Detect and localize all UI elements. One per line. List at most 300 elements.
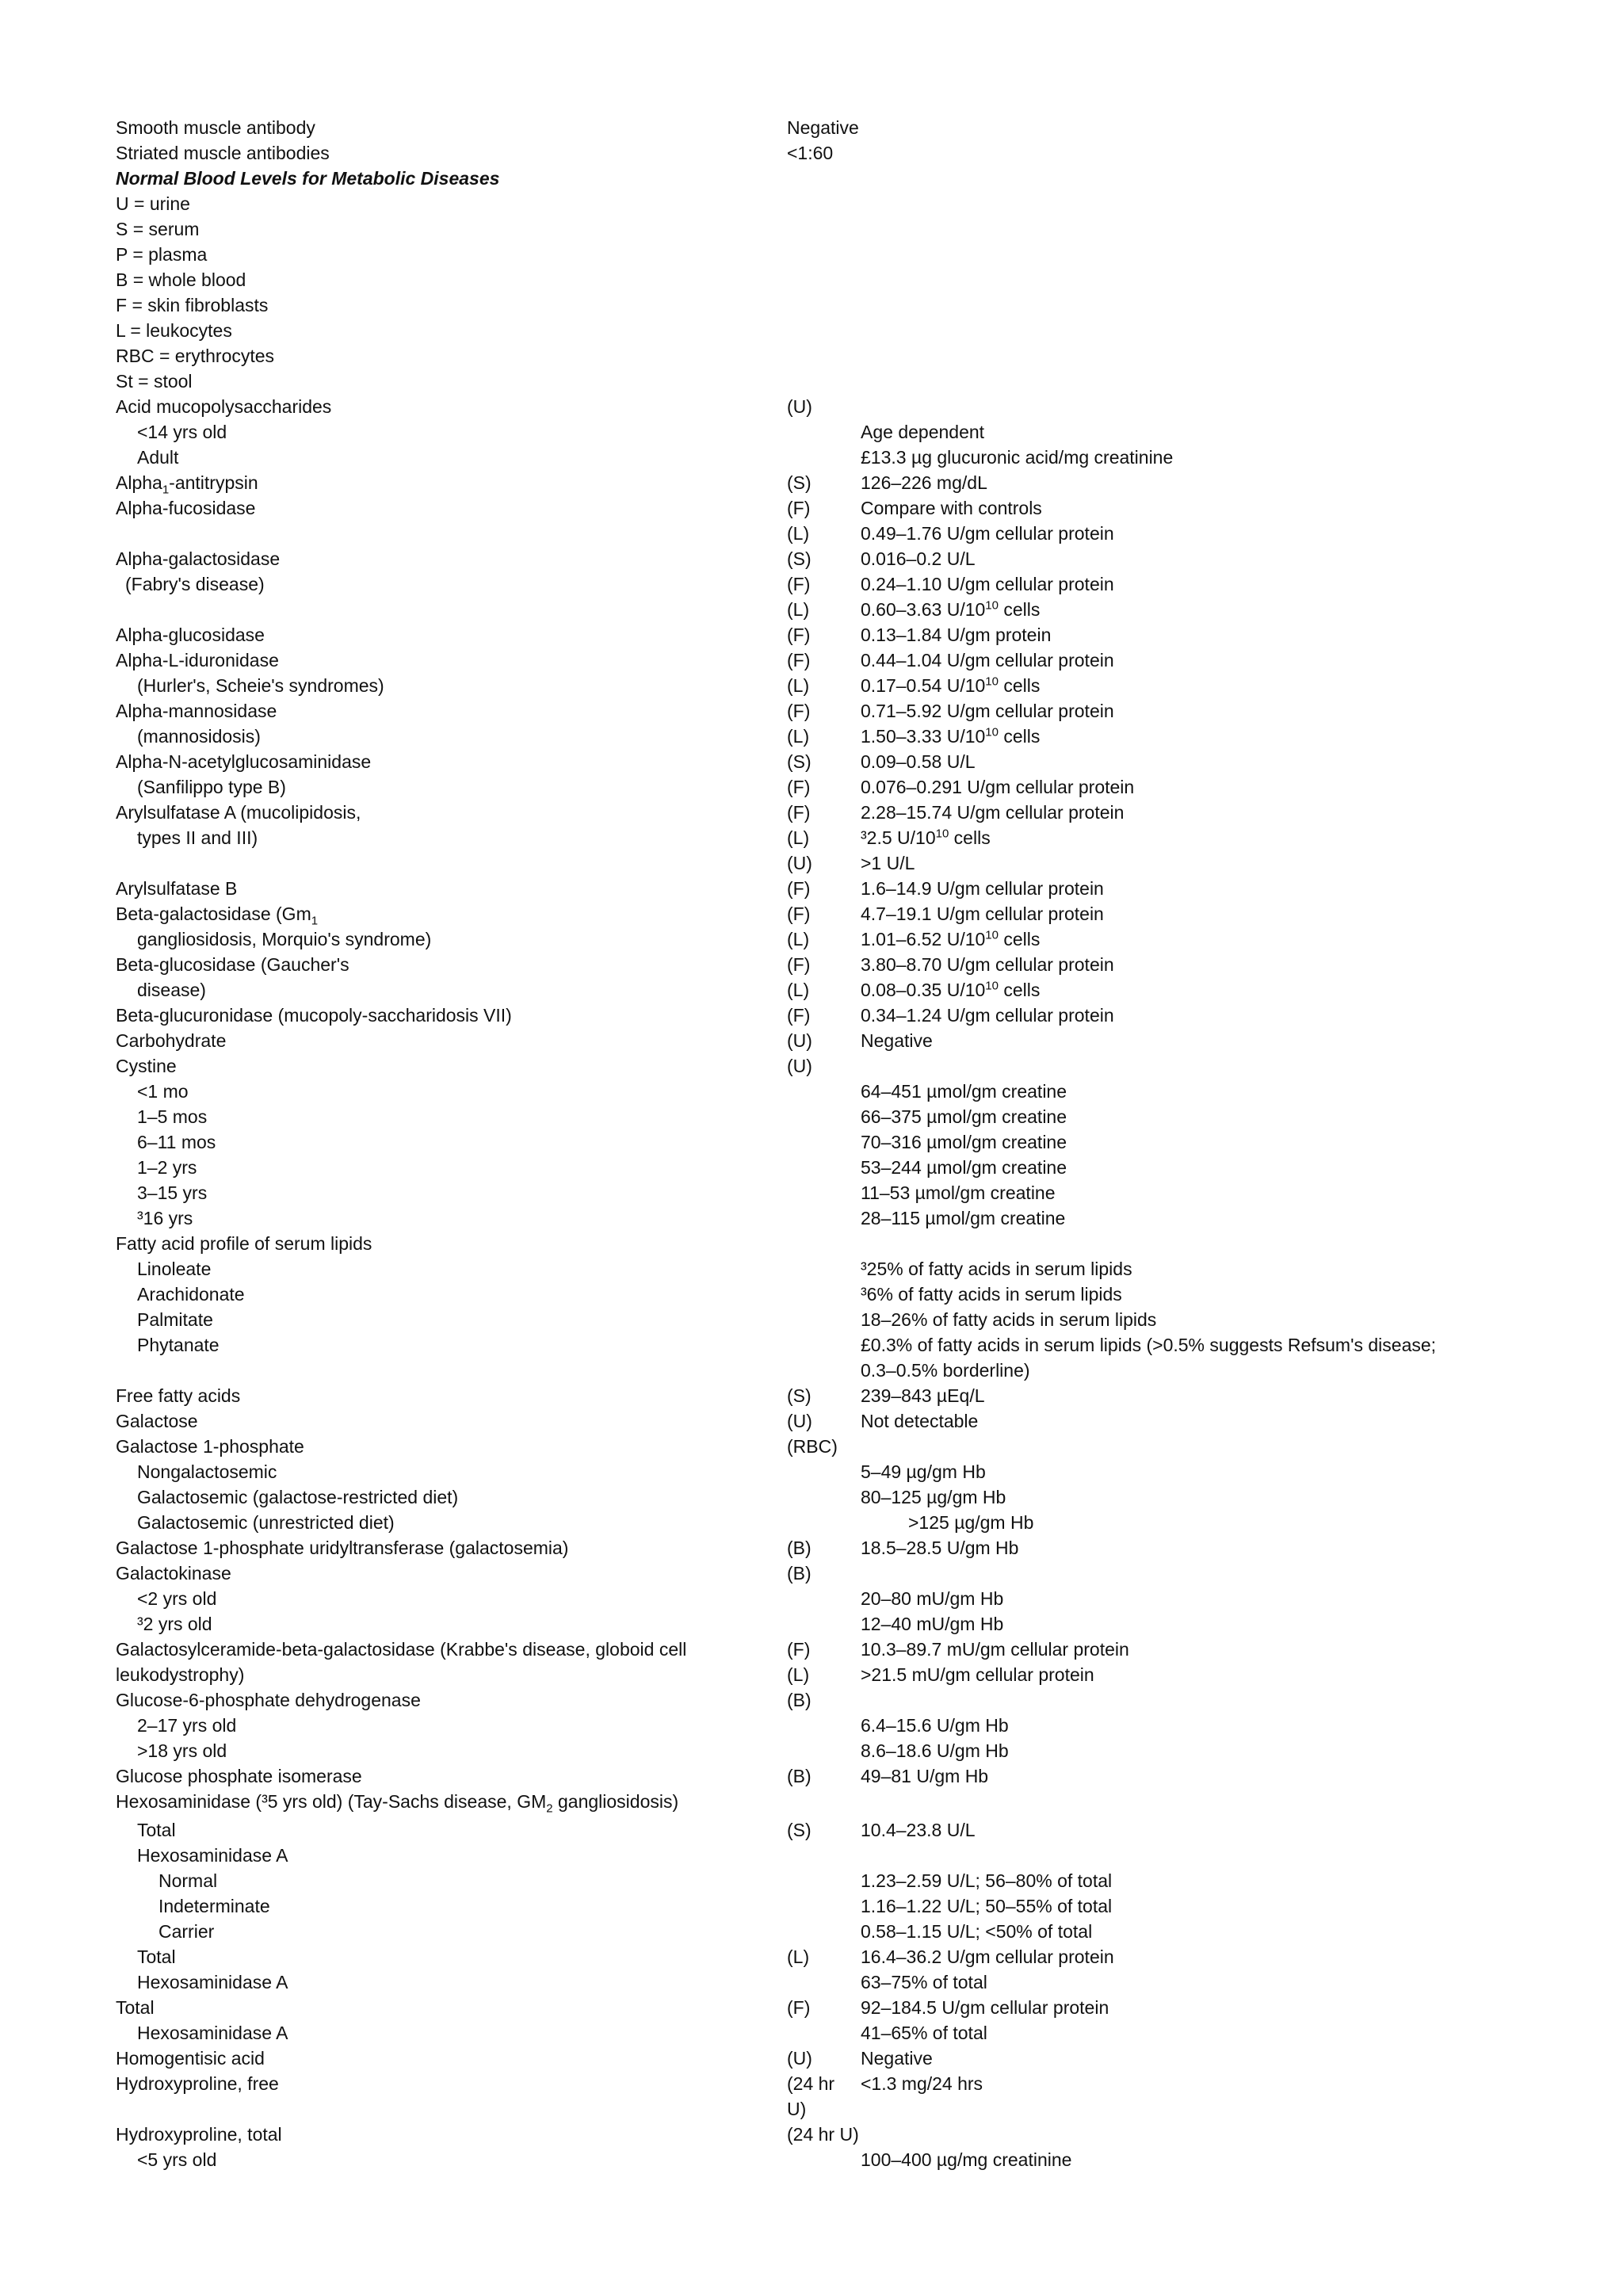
table-row	[116, 597, 1510, 622]
specimen-text: (B)	[787, 1538, 812, 1558]
row-value	[861, 800, 1124, 825]
label-text: Alpha-mannosidase	[116, 701, 277, 721]
row-specimen	[787, 495, 810, 521]
row-label	[116, 1843, 288, 1868]
table-row	[116, 1231, 1510, 1256]
specimen-text: (L)	[787, 929, 810, 949]
row-specimen	[787, 952, 810, 977]
row-value	[861, 2147, 1071, 2172]
value-text: 0.60–3.63 U/10	[861, 599, 986, 620]
label-text: S = serum	[116, 219, 200, 239]
value-text: 64–451 µmol/gm creatine	[861, 1081, 1067, 1102]
value-text: 12–40 mU/gm Hb	[861, 1614, 1004, 1634]
label-text: Alpha-L-iduronidase	[116, 650, 279, 670]
table-row	[116, 1510, 1510, 1535]
label-text: types II and III)	[137, 827, 258, 848]
table-row	[116, 521, 1510, 546]
row-label	[116, 343, 274, 369]
label-text: Galactosylceramide-beta-galactosidase (Krabbe's disease, globoid cell	[116, 1639, 687, 1660]
label-text: B = whole blood	[116, 269, 246, 290]
row-label	[116, 1332, 220, 1358]
table-row	[116, 1459, 1510, 1484]
specimen-text: (L)	[787, 675, 810, 696]
label-text: leukodystrophy)	[116, 1664, 245, 1685]
row-specimen	[787, 724, 809, 749]
row-value	[861, 698, 1114, 724]
value-text: 20–80 mU/gm Hb	[861, 1588, 1004, 1609]
label-text: Galactokinase	[116, 1563, 231, 1584]
specimen-text: (S)	[787, 751, 812, 772]
value-text: 1.50–3.33 U/10	[861, 726, 986, 747]
table-row	[116, 115, 1510, 140]
row-specimen	[787, 521, 809, 546]
table-row	[116, 495, 1510, 521]
value-text: 53–244 µmol/gm creatine	[861, 1157, 1067, 1178]
table-row	[116, 1205, 1510, 1231]
table-row	[116, 1129, 1510, 1155]
table-row	[116, 825, 1510, 850]
label-text: Galactose 1-phosphate uridyltransferase (galactosemia)	[116, 1538, 569, 1558]
value-superscript: 10	[985, 598, 999, 613]
specimen-text: (F)	[787, 625, 811, 645]
specimen-text: (B)	[787, 1690, 812, 1710]
specimen-text: (F)	[787, 904, 811, 924]
value-text: 18–26% of fatty acids in serum lipids	[861, 1309, 1157, 1330]
label-text: F = skin fibroblasts	[116, 295, 269, 315]
row-label	[116, 394, 331, 419]
row-specimen	[787, 1995, 810, 2020]
table-row	[116, 1843, 1510, 1868]
row-value	[861, 1459, 986, 1484]
value-text: 16.4–36.2 U/gm cellular protein	[861, 1946, 1114, 1967]
label-text: Galactose 1-phosphate	[116, 1436, 304, 1457]
specimen-text: (U)	[787, 1411, 812, 1431]
label-text: Glucose-6-phosphate dehydrogenase	[116, 1690, 421, 1710]
value-text: 100–400 µg/mg creatinine	[861, 2149, 1072, 2170]
row-label	[116, 1893, 270, 1919]
table-row	[116, 2147, 1510, 2172]
value-text: 11–53 µmol/gm creatine	[861, 1182, 1056, 1203]
value-text: 0.13–1.84 U/gm protein	[861, 625, 1052, 645]
value-text: 70–316 µmol/gm creatine	[861, 1132, 1067, 1152]
value-text: 63–75% of total	[861, 1972, 987, 1992]
row-specimen	[787, 1637, 810, 1662]
label-text: Arachidonate	[137, 1284, 245, 1305]
table-row	[116, 267, 1510, 292]
row-value	[861, 774, 1134, 800]
row-value	[861, 521, 1114, 546]
value-text: 41–65% of total	[861, 2023, 987, 2043]
value-text: 0.34–1.24 U/gm cellular protein	[861, 1005, 1114, 1026]
label-text: Arylsulfatase B	[116, 878, 238, 899]
table-row	[116, 445, 1510, 470]
row-label	[116, 571, 265, 597]
row-specimen	[787, 698, 810, 724]
value-text: 5–49 µg/gm Hb	[861, 1461, 986, 1482]
row-label	[116, 698, 277, 724]
value-text: 0.076–0.291 U/gm cellular protein	[861, 777, 1135, 797]
label-text: Carrier	[158, 1921, 215, 1942]
value-text: 126–226 mg/dL	[861, 472, 987, 493]
row-label	[116, 1079, 189, 1104]
row-label	[116, 1003, 512, 1028]
row-label	[116, 1231, 372, 1256]
row-label	[116, 749, 371, 774]
specimen-text: (F)	[787, 650, 811, 670]
row-specimen	[787, 749, 812, 774]
row-label	[116, 445, 178, 470]
label-text: Alpha-galactosidase	[116, 548, 281, 569]
table-row	[116, 1053, 1510, 1079]
row-value	[861, 1383, 985, 1408]
value-text: 0.17–0.54 U/10	[861, 675, 986, 696]
label-text: <14 yrs old	[137, 422, 227, 442]
specimen-text: (S)	[787, 472, 812, 493]
row-label	[116, 1408, 198, 1434]
table-row	[116, 1995, 1510, 2020]
table-row	[116, 977, 1510, 1003]
table-row	[116, 1687, 1510, 1713]
table-row	[116, 546, 1510, 571]
row-value	[861, 1586, 1003, 1611]
value-superscript: 10	[985, 928, 999, 942]
row-value	[861, 825, 991, 850]
row-label	[116, 546, 280, 571]
table-row	[116, 876, 1510, 901]
row-label	[116, 115, 315, 140]
value-text: >1 U/L	[861, 853, 915, 873]
row-label	[116, 1789, 678, 1814]
row-value	[861, 724, 1040, 749]
row-value	[861, 445, 1173, 470]
value-text-rest: cells	[998, 726, 1041, 747]
row-specimen	[787, 1383, 812, 1408]
table-row	[116, 2020, 1510, 2046]
row-label	[116, 1205, 193, 1231]
row-label	[116, 1561, 231, 1586]
specimen-text: (24 hr U)	[787, 2124, 859, 2145]
table-row	[116, 1155, 1510, 1180]
label-text: Free fatty acids	[116, 1385, 241, 1406]
table-row	[116, 1789, 1510, 1817]
row-label	[116, 242, 207, 267]
row-value	[861, 1079, 1067, 1104]
label-text: <2 yrs old	[137, 1588, 217, 1609]
row-label	[116, 1459, 277, 1484]
table-row	[116, 800, 1510, 825]
row-value	[861, 1256, 1132, 1282]
value-text-rest: cells	[998, 599, 1041, 620]
specimen-text: (B)	[787, 1766, 812, 1786]
row-value	[861, 1129, 1067, 1155]
row-value	[861, 1944, 1114, 1969]
row-specimen	[787, 2122, 859, 2147]
row-specimen	[787, 1408, 812, 1434]
value-text: 1.16–1.22 U/L; 50–55% of total	[861, 1896, 1113, 1916]
value-text: 18.5–28.5 U/gm Hb	[861, 1538, 1019, 1558]
value-text: 0.71–5.92 U/gm cellular protein	[861, 701, 1114, 721]
specimen-text: (F)	[787, 701, 811, 721]
label-text: Total	[137, 1820, 176, 1840]
specimen-text-line2: U)	[787, 2099, 807, 2119]
label-text: Hexosaminidase A	[137, 1972, 288, 1992]
specimen-text: (B)	[787, 1563, 812, 1584]
table-row	[116, 1763, 1510, 1789]
row-value	[861, 1332, 1436, 1383]
label-text: Beta-glucosidase (Gaucher's	[116, 954, 349, 975]
table-row	[116, 622, 1510, 648]
table-row	[116, 1662, 1510, 1687]
row-label	[116, 926, 431, 952]
value-text: 0.49–1.76 U/gm cellular protein	[861, 523, 1114, 544]
table-row	[116, 1586, 1510, 1611]
row-specimen	[787, 571, 810, 597]
row-specimen	[787, 1028, 812, 1053]
label-text: Hydroxyproline, total	[116, 2124, 282, 2145]
value-text: Not detectable	[861, 1411, 979, 1431]
label-text: Phytanate	[137, 1335, 220, 1355]
specimen-text: (S)	[787, 548, 812, 569]
row-label	[116, 648, 279, 673]
row-specimen	[787, 648, 810, 673]
table-row	[116, 1535, 1510, 1561]
value-text: 6.4–15.6 U/gm Hb	[861, 1715, 1009, 1736]
table-row	[116, 1104, 1510, 1129]
value-text: 1.6–14.9 U/gm cellular protein	[861, 878, 1104, 899]
label-text: 1–5 mos	[137, 1106, 208, 1127]
table-row	[116, 1434, 1510, 1459]
table-row	[116, 2046, 1510, 2071]
label-text: Total	[116, 1997, 155, 2018]
row-value	[861, 2020, 987, 2046]
row-value	[861, 1919, 1092, 1944]
table-row	[116, 1180, 1510, 1205]
row-value	[861, 1817, 976, 1843]
table-row	[116, 419, 1510, 445]
row-label	[116, 1662, 244, 1687]
row-label	[116, 724, 261, 749]
row-label	[116, 369, 193, 394]
value-text: 239–843 µEq/L	[861, 1385, 985, 1406]
row-label	[116, 1256, 211, 1282]
specimen-text: (L)	[787, 726, 810, 747]
row-label	[116, 977, 206, 1003]
specimen-text: (F)	[787, 498, 811, 518]
row-label	[116, 1969, 288, 1995]
value-text: 4.7–19.1 U/gm cellular protein	[861, 904, 1104, 924]
row-value	[861, 546, 976, 571]
value-text: Compare with controls	[861, 498, 1042, 518]
specimen-text: (U)	[787, 396, 812, 417]
row-specimen	[787, 1944, 809, 1969]
row-value	[861, 1969, 987, 1995]
row-label	[116, 1383, 240, 1408]
specimen-text: (F)	[787, 1639, 811, 1660]
table-row	[116, 901, 1510, 926]
table-row	[116, 1919, 1510, 1944]
row-specimen	[787, 1561, 812, 1586]
value-text: 0.09–0.58 U/L	[861, 751, 976, 772]
table-row	[116, 1561, 1510, 1586]
label-text: Indeterminate	[158, 1896, 270, 1916]
row-value	[861, 1662, 1094, 1687]
specimen-text: (U)	[787, 2048, 812, 2069]
specimen-text: (F)	[787, 954, 811, 975]
label-text: Nongalactosemic	[137, 1461, 277, 1482]
label-text: Linoleate	[137, 1259, 212, 1279]
specimen-text: (L)	[787, 827, 810, 848]
row-value	[861, 901, 1104, 926]
table-row	[116, 749, 1510, 774]
table-row	[116, 191, 1510, 216]
row-value	[861, 1893, 1112, 1919]
specimen-text: (F)	[787, 878, 811, 899]
value-text-rest: cells	[998, 980, 1041, 1000]
value-text-rest: cells	[998, 929, 1041, 949]
row-label	[116, 1053, 177, 1079]
value-text: £13.3 µg glucuronic acid/mg creatinine	[861, 447, 1174, 468]
label-text: St = stool	[116, 371, 193, 392]
table-row	[116, 1079, 1510, 1104]
row-value	[861, 1408, 978, 1434]
table-row	[116, 1256, 1510, 1282]
value-text: Negative	[861, 2048, 933, 2069]
table-row	[116, 724, 1510, 749]
row-label	[116, 825, 258, 850]
specimen-text: (L)	[787, 599, 810, 620]
row-specimen	[787, 1662, 809, 1687]
row-specimen	[787, 800, 810, 825]
row-label	[116, 1944, 176, 1969]
table-row	[116, 926, 1510, 952]
row-value	[861, 1307, 1156, 1332]
row-label	[116, 419, 227, 445]
table-row	[116, 774, 1510, 800]
table-row	[116, 1282, 1510, 1307]
row-label	[116, 1180, 207, 1205]
row-label	[116, 1129, 216, 1155]
specimen-text: (F)	[787, 1997, 811, 2018]
specimen-text: (L)	[787, 1946, 810, 1967]
row-value	[861, 1180, 1056, 1205]
specimen-text: (S)	[787, 1820, 812, 1840]
label-text: (Hurler's, Scheie's syndromes)	[137, 675, 384, 696]
label-text: Acid mucopolysaccharides	[116, 396, 332, 417]
label-text: U = urine	[116, 193, 190, 214]
label-text: Beta-glucuronidase (mucopoly-saccharidosis VII)	[116, 1005, 512, 1026]
row-value	[861, 876, 1104, 901]
row-label	[116, 1307, 213, 1332]
table-row	[116, 1307, 1510, 1332]
row-label	[116, 1687, 421, 1713]
specimen-text: (S)	[787, 1385, 812, 1406]
label-text: Hexosaminidase (³5 yrs old) (Tay-Sachs disease, GM	[116, 1791, 547, 1812]
row-label	[116, 876, 237, 901]
table-row	[116, 673, 1510, 698]
label-text: Total	[137, 1946, 176, 1967]
row-label	[116, 2147, 216, 2172]
row-specimen	[787, 977, 809, 1003]
value-text: 0.016–0.2 U/L	[861, 548, 976, 569]
row-value	[861, 1995, 1109, 2020]
row-specimen	[787, 825, 809, 850]
row-value	[861, 1713, 1009, 1738]
specimen-text: (F)	[787, 777, 811, 797]
label-text: disease)	[137, 980, 206, 1000]
label-text: Glucose phosphate isomerase	[116, 1766, 362, 1786]
label-text: Alpha	[116, 472, 162, 493]
label-text: Palmitate	[137, 1309, 213, 1330]
table-row	[116, 292, 1510, 318]
specimen-text: (F)	[787, 574, 811, 594]
table-row	[116, 850, 1510, 876]
row-label	[116, 1713, 236, 1738]
row-value	[861, 1484, 1006, 1510]
row-specimen	[787, 1003, 810, 1028]
row-specimen	[787, 850, 812, 876]
label-text: Galactose	[116, 1411, 198, 1431]
row-label	[116, 2071, 279, 2096]
specimen-text: (F)	[787, 802, 811, 823]
row-value	[861, 1637, 1129, 1662]
row-specimen	[787, 1687, 812, 1713]
label-text: Galactosemic (unrestricted diet)	[137, 1512, 395, 1533]
value-text-rest: cells	[949, 827, 991, 848]
label-text: 2–17 yrs old	[137, 1715, 237, 1736]
value-text: 92–184.5 U/gm cellular protein	[861, 1997, 1109, 2018]
table-row	[116, 1969, 1510, 1995]
row-label	[116, 1637, 686, 1662]
row-specimen	[787, 774, 810, 800]
value-text: 0.24–1.10 U/gm cellular protein	[861, 574, 1114, 594]
row-label	[116, 1535, 568, 1561]
row-value	[861, 1282, 1122, 1307]
label-text: Normal	[158, 1870, 218, 1891]
value-text: 0.58–1.15 U/L; <50% of total	[861, 1921, 1093, 1942]
row-specimen	[787, 546, 812, 571]
row-label	[116, 470, 258, 495]
specimen-text: (24 hr	[787, 2073, 835, 2094]
row-label	[116, 1510, 395, 1535]
table-row	[116, 2122, 1510, 2147]
label-text: Fatty acid profile of serum lipids	[116, 1233, 372, 1254]
row-specimen	[787, 1535, 812, 1561]
label-text: Hydroxyproline, free	[116, 2073, 279, 2094]
table-row	[116, 1738, 1510, 1763]
label-text: <1 mo	[137, 1081, 189, 1102]
row-value	[861, 749, 976, 774]
row-label	[116, 1738, 227, 1763]
value-text: 2.28–15.74 U/gm cellular protein	[861, 802, 1125, 823]
row-label	[116, 318, 232, 343]
row-label	[116, 1763, 362, 1789]
specimen-text: (RBC)	[787, 1436, 838, 1457]
row-label	[116, 901, 318, 926]
row-label	[116, 1817, 176, 1843]
table-row	[116, 1003, 1510, 1028]
row-value	[861, 1205, 1065, 1231]
label-text: Adult	[137, 447, 179, 468]
table-row	[116, 318, 1510, 343]
row-specimen	[787, 901, 810, 926]
row-label	[116, 1919, 214, 1944]
row-specimen	[787, 622, 810, 648]
label-subscript: 1	[162, 483, 170, 497]
specimen-text: <1:60	[787, 143, 834, 163]
label-text: (Fabry's disease)	[125, 574, 265, 594]
value-text: 10.3–89.7 mU/gm cellular protein	[861, 1639, 1129, 1660]
row-value	[861, 1155, 1067, 1180]
